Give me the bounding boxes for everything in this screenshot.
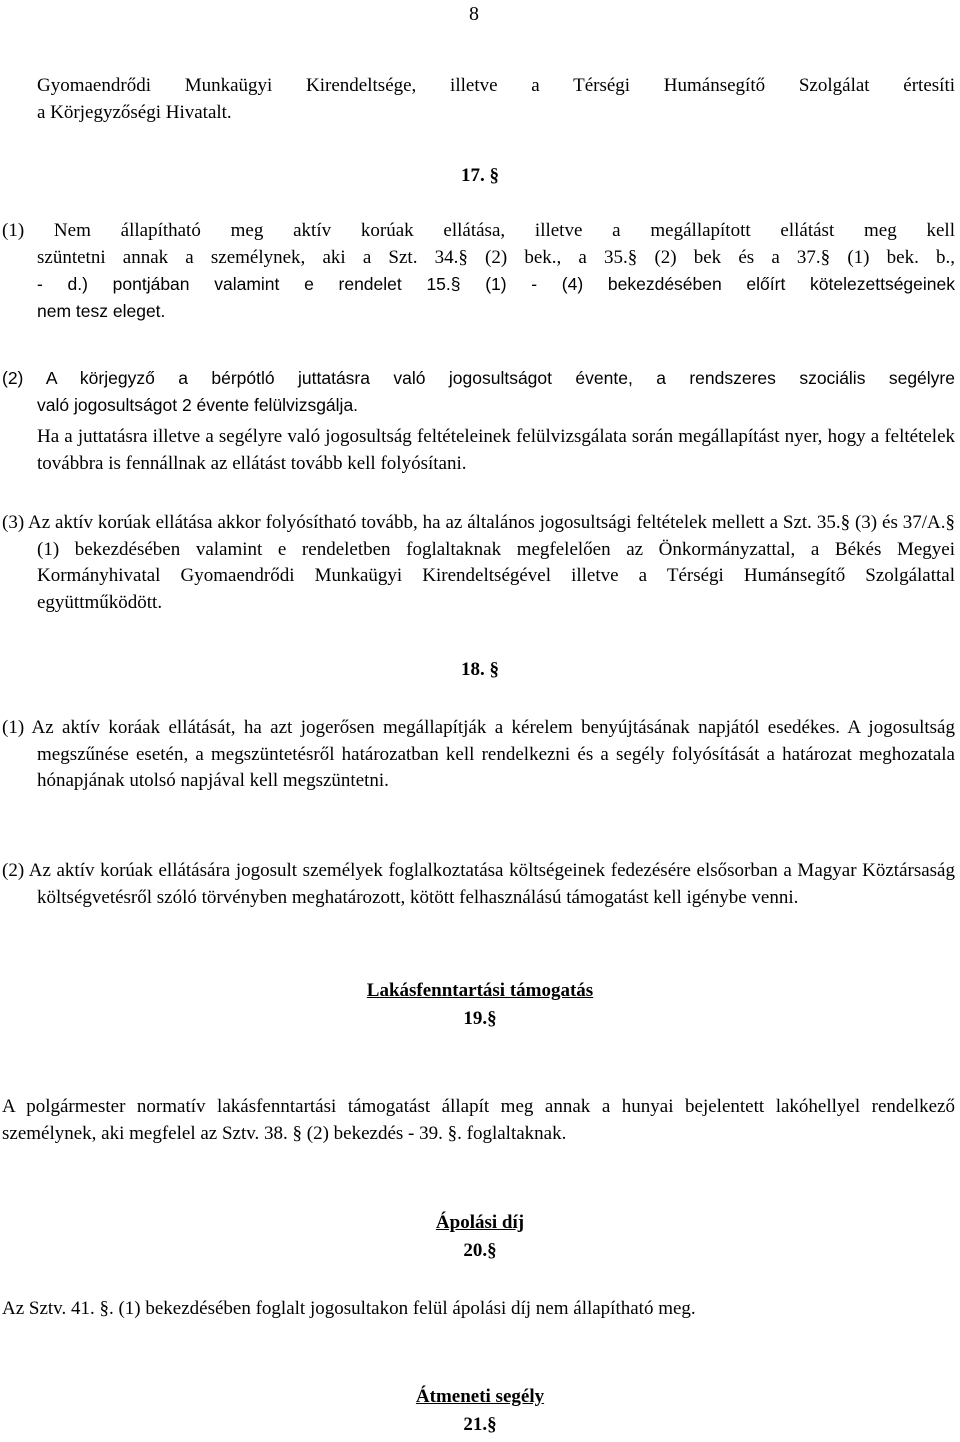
section-18-paragraph-1 — [2, 715, 955, 795]
s17-p2-line-2: való jogosultságot 2 évente felülvizsgálja. — [37, 394, 359, 415]
section-19-title — [0, 978, 960, 1004]
section-20-title-text: Ápolási díj — [435, 1212, 525, 1233]
s17-p1-line-4: nem tesz eleget. — [37, 300, 166, 321]
s18-p2-text: (2) Az aktív korúak ellátására jogosult személyek foglalkoztatása költségeinek fedezésére elsősorban a Magyar Köztársaság költségvetésről szóló törvényben meghatározott, kötött felhasználású támogatást kell igénybe venni. — [2, 860, 955, 908]
intro-paragraph — [37, 73, 955, 126]
section-17-heading: 17. § — [461, 165, 499, 186]
s17-p1-line-1: (1) Nem állapítható meg aktív korúak ellátása, illetve a megállapított ellátást meg kell — [2, 220, 955, 241]
page-number: 8 — [469, 3, 479, 25]
s17-p1-line-3: - d.) pontjában valamint e rendelet 15.§ (1) - (4) bekezdésében előírt kötelezettségeinek — [37, 274, 955, 294]
section-17-paragraph-2b: Ha a juttatásra illetve a segélyre való jogosultság feltételeinek felülvizsgálata során megállapítást nyer, hogy a feltételek továbbra is fennállnak az ellátást tovább kell folyósítani. — [37, 426, 955, 474]
section-17-paragraph-3: (3) Az aktív korúak ellátása akkor folyósítható tovább, ha az általános jogosultsági feltételek mellett a Szt. 35.§ (3) és 37/A.§ (1) bekezdésében valamint e rendeletben foglaltaknak megfelelően az Önkormányzattal, a Békés Megyei Kormányhivatal Gyomaendrődi Munkaügyi Kirendeltségével illetve a Térségi Humánsegítő Szolgálattal együttműködött. — [2, 512, 955, 613]
section-19-paragraph-1: A polgármester normatív lakásfenntartási támogatást állapít meg annak a hunyai bejelentett lakóhellyel rendelkező személynek, aki megfelel az Sztv. 38. § (2) bekezdés - 39. §. foglaltaknak. — [2, 1096, 955, 1144]
section-20-paragraph-1: Az Sztv. 41. §. (1) bekezdésében foglalt jogosultakon felül ápolási díj nem állapítható meg. — [2, 1298, 696, 1319]
intro-line-1: Gyomaendrődi Munkaügyi Kirendeltsége, illetve a Térségi Humánsegítő Szolgálat értesíti — [37, 75, 955, 96]
s17-p2-line-1: (2) A körjegyző a bérpótló juttatásra való jogosultságot évente, a rendszeres szociális segélyre — [2, 368, 955, 388]
section-17-paragraph-2 — [2, 365, 955, 418]
s18-p1-text: (1) Az aktív koráak ellátását, ha azt jogerősen megállapítják a kérelem benyújtásának napjától esedékes. A jogosultság megszűnése esetén, a megszüntetésről határozatban kell rendelkezni és a segély folyósítását a határozat meghozatala hónapjának utolsó napjával kell megszüntetni. — [2, 717, 955, 791]
section-18-paragraph-2 — [2, 858, 955, 911]
section-21-title-text: Átmeneti segély — [415, 1386, 545, 1407]
section-19-heading: 19.§ — [463, 1008, 497, 1029]
section-17-paragraph-1 — [2, 218, 955, 324]
section-19-title-text: Lakásfenntartási támogatás — [366, 980, 594, 1001]
s17-p1-line-2: szüntetni annak a személynek, aki a Szt. 34.§ (2) bek., a 35.§ (2) bek és a 37.§ (1) bek. b., — [37, 246, 955, 268]
intro-line-2: a Körjegyzőségi Hivatalt. — [37, 101, 232, 123]
section-21-title — [0, 1384, 960, 1410]
section-21-heading: 21.§ — [463, 1414, 497, 1435]
section-20-heading: 20.§ — [463, 1240, 497, 1261]
section-20-title — [0, 1210, 960, 1236]
section-18-heading: 18. § — [461, 659, 499, 680]
